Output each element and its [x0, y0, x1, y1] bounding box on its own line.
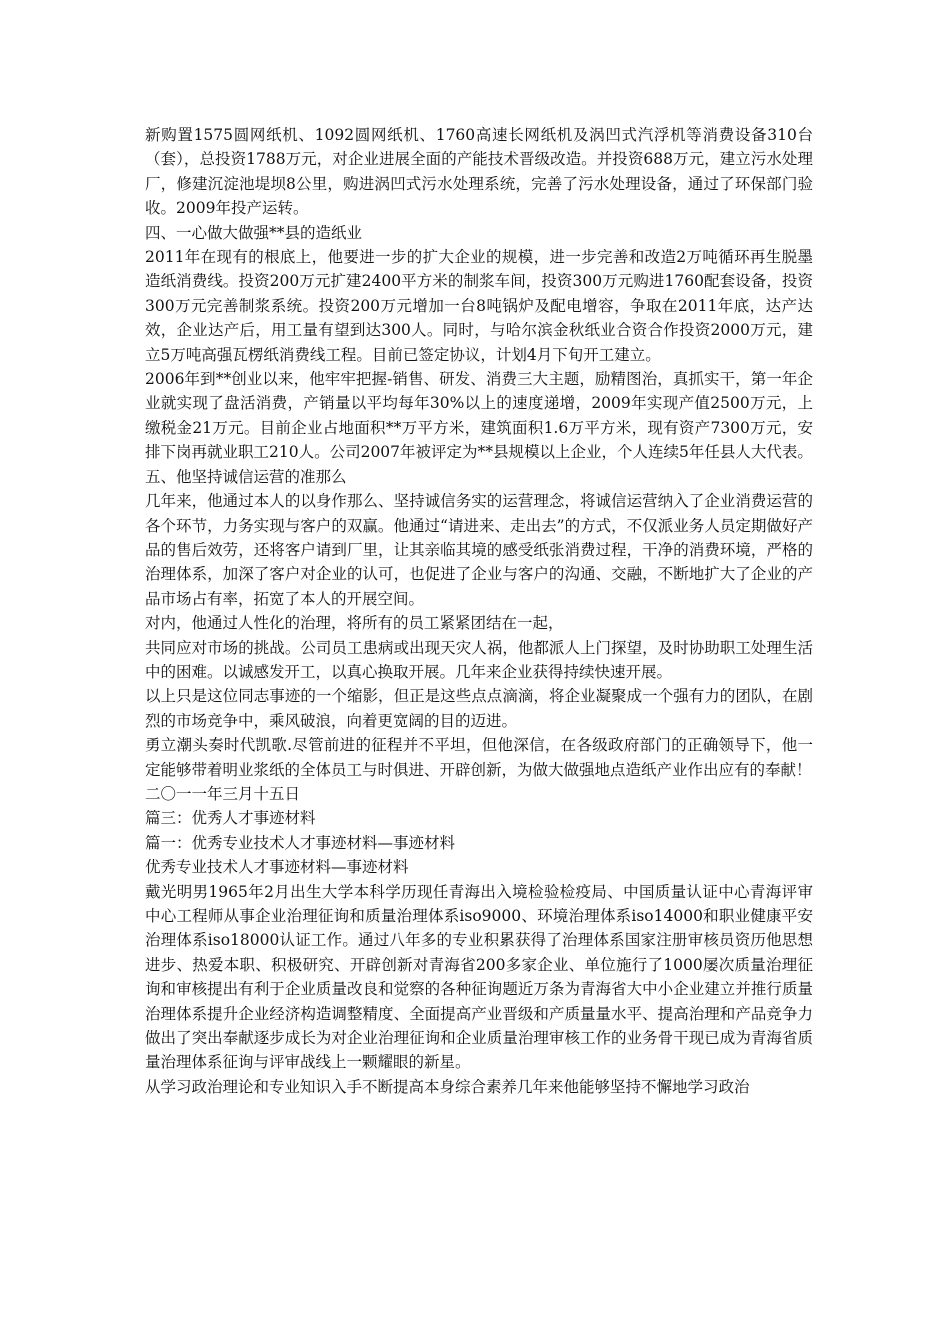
- document-page: [145, 123, 813, 1099]
- paragraph-internal-management: 对内，他通过人性化的治理，将所有的员工紧紧团结在一起，: [145, 614, 564, 633]
- paragraph-2006-startup: 2006年到**创业以来，他牢牢把握-销售、研发、消费三大主题，励精图治，真抓实干，第一年企业就实现了盘活消费，产销量以平均每年30%以上的速度递增，2009年实现产值2500万元，上缴税金21万元。目前企业占地面积**万平方米，建筑面积1.6万平方米，现有资产7300万元，安排下岗再就业职工210人。公司2007年被评定为**县规模以上企业，个人连续5年任县人大代表。: [145, 370, 813, 462]
- subheading-material-title: 优秀专业技术人才事迹材料—事迹材料: [145, 858, 409, 877]
- chapter-heading-three: 篇三：优秀人才事迹材料: [145, 809, 316, 828]
- paragraph-equipment-upgrade: 新购置1575圆网纸机、1092圆网纸机、1760高速长网纸机及涡凹式汽浮机等消费设备310台（套），总投资1788万元，对企业进展全面的产能技术晋级改造。并投资688万元，建立污水处理厂，修建沉淀池堤坝8公里，购进涡凹式污水处理系统，完善了污水处理设备，通过了环保部门验收。2009年投产运转。: [145, 126, 813, 218]
- paragraph-summary: 以上只是这位同志事迹的一个缩影，但正是这些点点滴滴，将企业凝聚成一个强有力的团队，在剧烈的市场竞争中，乘风破浪，向着更宽阔的目的迈进。: [145, 687, 813, 730]
- document-date: 二〇一一年三月十五日: [145, 784, 301, 803]
- paragraph-integrity: 几年来，他通过本人的以身作那么、坚持诚信务实的运营理念，将诚信运营纳入了企业消费运营的各个环节，力务实现与客户的双赢。他通过“请进来、走出去”的方式，不仅派业务人员定期做好产品的售后效劳，还将客户请到厂里，让其亲临其境的感受纸张消费过程，干净的消费环境，严格的治理体系，加深了客户对企业的认可，也促进了企业与客户的沟通、交融，不断地扩大了企业的产品市场占有率，拓宽了本人的开展空间。: [145, 492, 813, 608]
- section-heading-four: 四、一心做大做强**县的造纸业: [145, 223, 363, 242]
- paragraph-study: 从学习政治理论和专业知识入手不断提高本身综合素养几年来他能够坚持不懈地学习政治: [145, 1077, 750, 1096]
- subheading-part-one: 篇一：优秀专业技术人才事迹材料—事迹材料: [145, 833, 456, 852]
- section-heading-five: 五、他坚持诚信运营的准那么: [145, 467, 347, 486]
- paragraph-2011-expansion: 2011年在现有的根底上，他要进一步的扩大企业的规模，进一步完善和改造2万吨循环再生脱墨造纸消费线。投资200万元扩建2400平方米的制浆车间，投资300万元购进1760配套设备，投资300万元完善制浆系统。投资200万元增加一台8吨锅炉及配电增容，争取在2011年底，达产达效，企业达产后，用工量有望到达300人。同时，与哈尔滨金秋纸业合资合作投资2000万元，建立5万吨高强瓦楞纸消费线工程。目前已签定协议，计划4月下旬开工建立。: [145, 248, 813, 364]
- paragraph-closing: 勇立潮头奏时代凯歌.尽管前进的征程并不平坦，但他深信，在各级政府部门的正确领导下，他一定能够带着明业浆纸的全体员工与时俱进、开辟创新，为做大做强地点造纸产业作出应有的奉献！: [145, 736, 813, 779]
- paragraph-challenges: 共同应对市场的挑战。公司员工患病或出现天灾人祸，他都派人上门探望，及时协助职工处理生活中的困难。以诚感发开工，以真心换取开展。几年来企业获得持续快速开展。: [145, 638, 813, 681]
- paragraph-profile: 戴光明男1965年2月出生大学本科学历现任青海出入境检验检疫局、中国质量认证中心青海评审中心工程师从事企业治理征询和质量治理体系iso9000、环境治理体系iso14000和职业健康平安治理体系iso18000认证工作。通过八年多的专业积累获得了治理体系国家注册审核员资历他思想进步、热爱本职、积极研究、开辟创新对青海省200多家企业、单位施行了1000屡次质量治理征询和审核提出有利于企业质量改良和觉察的各种征询题近万条为青海省大中小企业建立并推行质量治理体系提升企业经济构造调整精度、全面提高产业晋级和产质量量水平、提高治理和产品竞争力做出了突出奉献逐步成长为对企业治理征询和企业质量治理审核工作的业务骨干现已成为青海省质量治理体系征询与评审战线上一颗耀眼的新星。: [145, 882, 813, 1072]
